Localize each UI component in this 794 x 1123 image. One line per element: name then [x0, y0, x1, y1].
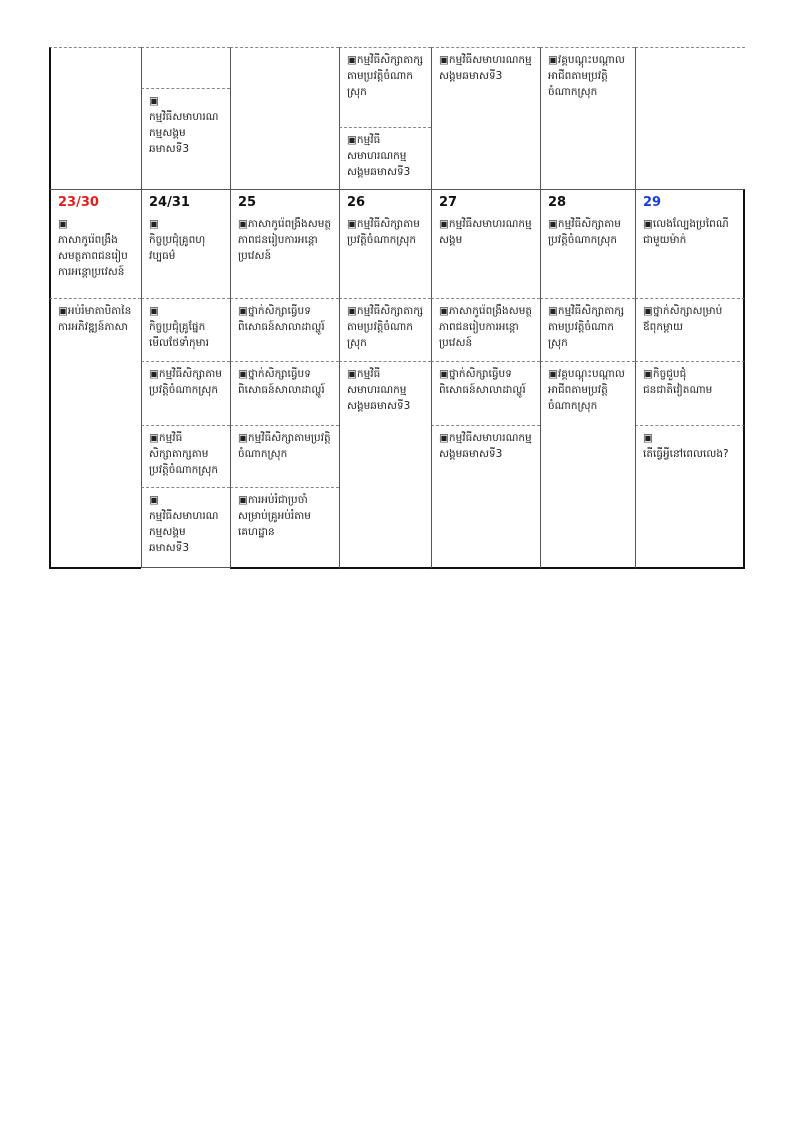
event-item[interactable]: ▣ កម្មវិធីសមាហរណកម្មសង្គមឆមាសទី3 [149, 494, 219, 554]
calendar-cell [540, 361, 635, 569]
event-marker-icon: ▣ [149, 368, 159, 380]
event-marker-icon: ▣ [238, 494, 248, 506]
event-item[interactable]: ▣ថ្នាក់សិក្សាធ្វើបទពិសោធន៍សាលាដាល្ហូរ៍ [238, 368, 325, 396]
event-item[interactable]: ▣កម្មវិធីសិក្សាតាក្សតាមប្រវត្តិចំណាកស្រុក [548, 305, 625, 349]
event-item[interactable]: ▣ កិច្ចប្រជុំគ្រូផ្នែកមើលថែទាំកុមារ [149, 305, 209, 349]
calendar-cell [431, 425, 540, 569]
calendar-cell [339, 298, 431, 361]
event-item[interactable]: ▣កម្មវិធីសមាហរណកម្មសង្គម [439, 218, 532, 246]
event-marker-icon: ▣ [439, 368, 449, 380]
event-marker-icon: ▣ [548, 54, 558, 66]
event-marker-icon: ▣ [149, 95, 159, 107]
event-item[interactable]: ▣ថ្នាក់សិក្សាសម្រាប់ឪពុកម្ដាយ [643, 305, 723, 333]
event-marker-icon: ▣ [643, 218, 653, 230]
calendar-cell [141, 88, 230, 189]
calendar-cell [431, 47, 540, 189]
calendar-cell [230, 487, 339, 569]
calendar-cell [230, 298, 339, 361]
date-label: 28 [548, 195, 567, 210]
calendar-cell [635, 425, 745, 569]
event-item[interactable]: ▣វគ្គបណ្ដុះបណ្ដាលអាជីពតាមប្រវត្តិចំណាកស្រុក [548, 368, 625, 412]
event-marker-icon: ▣ [149, 305, 159, 317]
event-marker-icon: ▣ [439, 218, 449, 230]
event-marker-icon: ▣ [347, 54, 357, 66]
calendar-cell [141, 361, 230, 425]
calendar-cell [230, 189, 339, 298]
event-item[interactable]: ▣កិច្ចជួបជុំជនជាតិវៀតណាម [643, 368, 713, 396]
calendar-cell [49, 47, 141, 189]
calendar-cell [230, 361, 339, 425]
calendar-cell [49, 189, 141, 298]
event-item[interactable]: ▣កម្មវិធីសិក្សាតាមប្រវត្តិចំណាកស្រុក [347, 218, 420, 246]
event-marker-icon: ▣ [149, 432, 159, 444]
event-item[interactable]: ▣ កម្មវិធីសមាហរណកម្មសង្គមឆមាសទី3 [149, 95, 219, 155]
calendar-cell [635, 47, 745, 189]
event-marker-icon: ▣ [149, 494, 159, 506]
event-marker-icon: ▣ [643, 432, 653, 444]
event-item[interactable]: ▣កម្មវិធីសមាហរណកម្មសង្គមឆមាសទី3 [347, 134, 411, 178]
event-item[interactable]: ▣កម្មវិធីសិក្សាតាក្សតាមប្រវត្តិចំណាកស្រុក [347, 305, 424, 349]
calendar-cell [540, 298, 635, 361]
calendar-cell [431, 361, 540, 425]
event-item[interactable]: ▣វគ្គបណ្ដុះបណ្ដាលអាជីពតាមប្រវត្តិចំណាកស្រុក [548, 54, 625, 98]
date-label: 23/30 [58, 195, 99, 210]
event-item[interactable]: ▣ថ្នាក់សិក្សាធ្វើបទពិសោធន៍សាលាដាល្ហូរ៍ [238, 305, 325, 333]
calendar-cell [635, 298, 745, 361]
event-item[interactable]: ▣អប់រំមាតាបិតានៃការអភិវឌ្ឍន៍ភាសា [58, 305, 132, 333]
calendar-cell [431, 298, 540, 361]
date-label: 25 [238, 195, 257, 210]
event-marker-icon: ▣ [238, 305, 248, 317]
event-item[interactable]: ▣លេងល្បែងប្រពៃណីជាមួយម៉ាក់ [643, 218, 729, 246]
calendar-cell [339, 189, 431, 298]
event-item[interactable]: ▣កម្មវិធីសមាហរណកម្មសង្គមឆមាសទី3 [347, 368, 411, 412]
event-item[interactable]: ▣កម្មវិធីសិក្សាតាក្សតាមប្រវត្តិចំណាកស្រុក [149, 432, 219, 476]
event-marker-icon: ▣ [548, 218, 558, 230]
calendar-cell [141, 47, 230, 88]
event-marker-icon: ▣ [347, 134, 357, 146]
calendar-grid [49, 47, 745, 569]
event-item[interactable]: ▣កម្មវិធីសិក្សាតាមប្រវត្តិចំណាកស្រុក [548, 218, 621, 246]
event-item[interactable]: ▣ភាសាកូរ៉េពង្រឹងសមត្ថភាពជនរៀបការអន្តោប្រវេសន៍ [439, 305, 533, 349]
date-label: 27 [439, 195, 458, 210]
calendar-cell [141, 487, 230, 568]
calendar-cell [431, 189, 540, 298]
event-marker-icon: ▣ [439, 432, 449, 444]
event-item[interactable]: ▣កម្មវិធីសិក្សាតាមប្រវត្តិចំណាកស្រុក [238, 432, 331, 460]
event-marker-icon: ▣ [643, 305, 653, 317]
event-item[interactable]: ▣កម្មវិធីសមាហរណកម្មសង្គមឆមាសទី3 [439, 432, 532, 460]
calendar-cell [540, 47, 635, 189]
calendar-cell [230, 425, 339, 487]
event-item[interactable]: ▣ការអប់រំជាប្រចាំសម្រាប់គ្រូអប់រំតាមគេហដ្ឋាន [238, 494, 311, 538]
event-marker-icon: ▣ [149, 218, 159, 230]
event-item[interactable]: ▣ ភាសាកូរ៉េពង្រឹងសមត្ថភាពជនរៀបការអន្តោប្រវេសន៍ [58, 218, 128, 278]
event-item[interactable]: ▣កម្មវិធីសិក្សាតាក្សតាមប្រវត្តិចំណាកស្រុក [347, 54, 424, 98]
date-label: 26 [347, 195, 366, 210]
date-label: 29 [643, 195, 662, 210]
event-marker-icon: ▣ [439, 54, 449, 66]
event-item[interactable]: ▣កម្មវិធីសមាហរណកម្មសង្គមឆមាសទី3 [439, 54, 532, 82]
calendar-cell [635, 361, 745, 425]
date-label: 24/31 [149, 195, 190, 210]
event-marker-icon: ▣ [643, 368, 653, 380]
event-item[interactable]: ▣ តើធ្វើអ្វីនៅពេលលេង? [643, 432, 729, 460]
event-marker-icon: ▣ [238, 368, 248, 380]
event-marker-icon: ▣ [347, 368, 357, 380]
calendar-cell [141, 425, 230, 487]
calendar-cell [141, 298, 230, 361]
event-marker-icon: ▣ [238, 218, 248, 230]
event-item[interactable]: ▣ភាសាកូរ៉េពង្រឹងសមត្ថភាពជនរៀបការអន្តោប្រវេសន៍ [238, 218, 332, 262]
calendar-cell [49, 298, 141, 569]
event-marker-icon: ▣ [548, 305, 558, 317]
calendar-cell [339, 127, 431, 189]
event-item[interactable]: ▣កម្មវិធីសិក្សាតាមប្រវត្តិចំណាកស្រុក [149, 368, 222, 396]
calendar-cell [339, 47, 431, 127]
event-marker-icon: ▣ [58, 218, 68, 230]
calendar-cell [635, 189, 745, 298]
event-marker-icon: ▣ [58, 305, 68, 317]
event-marker-icon: ▣ [347, 305, 357, 317]
event-item[interactable]: ▣ថ្នាក់សិក្សាធ្វើបទពិសោធន៍សាលាដាល្ហូរ៍ [439, 368, 526, 396]
event-marker-icon: ▣ [347, 218, 357, 230]
event-item[interactable]: ▣ កិច្ចប្រជុំគ្រូពហុវប្បធម៌ [149, 218, 206, 262]
event-marker-icon: ▣ [439, 305, 449, 317]
calendar-cell [339, 361, 431, 569]
event-marker-icon: ▣ [238, 432, 248, 444]
calendar-cell [540, 189, 635, 298]
calendar-cell [230, 47, 339, 189]
event-marker-icon: ▣ [548, 368, 558, 380]
calendar-cell [141, 189, 230, 298]
